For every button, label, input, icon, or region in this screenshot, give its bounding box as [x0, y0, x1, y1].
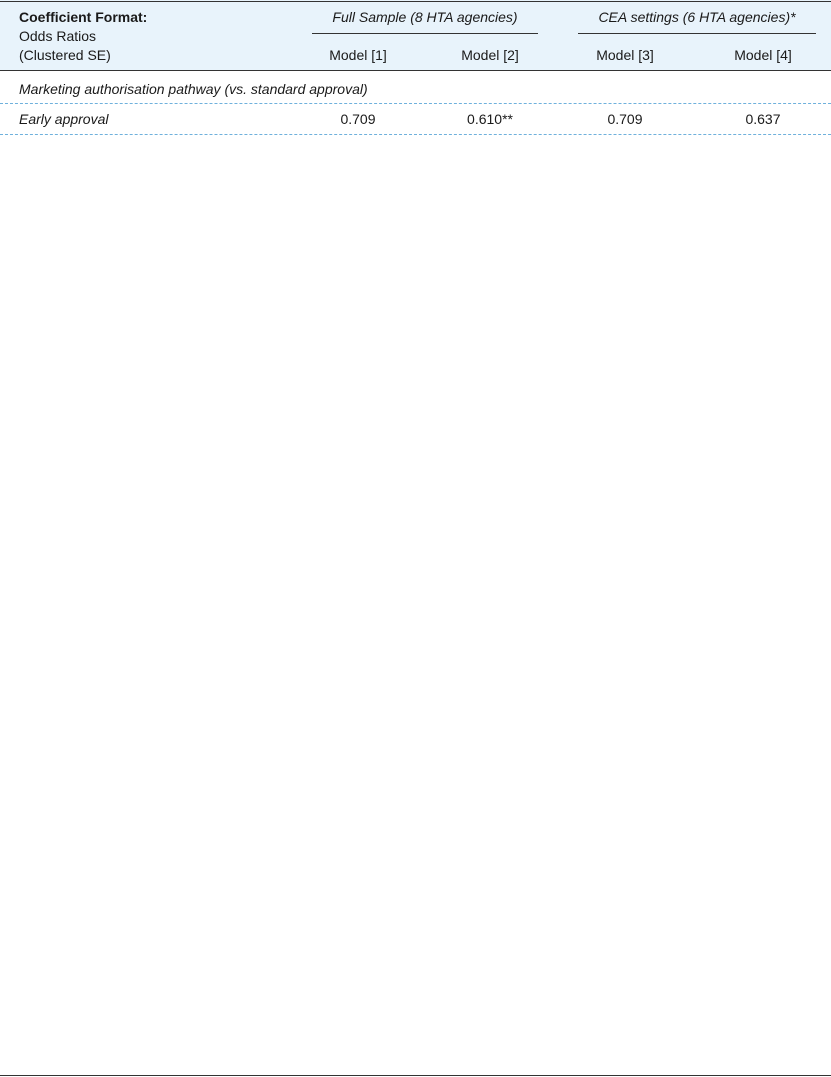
coefficient-value: 0.610** [467, 111, 513, 127]
coefficient-format-title: Coefficient Format: [19, 9, 148, 25]
group-underline-full-sample [312, 33, 538, 34]
row-divider [0, 103, 831, 104]
model-header-2: Model [2] [461, 47, 519, 63]
top-rule [0, 1, 831, 2]
coef-divider [0, 134, 831, 135]
group-header-cea-settings: CEA settings (6 HTA agencies)* [598, 9, 796, 25]
coefficient-value: 0.709 [607, 111, 643, 127]
bottom-rule [0, 1075, 831, 1076]
coefficient-format-type: Odds Ratios [19, 28, 97, 44]
coefficient-value: 0.709 [340, 111, 376, 127]
model-header-1: Model [1] [329, 47, 387, 63]
section-heading-pathway: Marketing authorisation pathway (vs. standard approval) [19, 81, 368, 97]
row-label: Early approval [19, 111, 109, 127]
model-header-3: Model [3] [596, 47, 654, 63]
model-header-4: Model [4] [734, 47, 792, 63]
group-underline-cea-settings [578, 33, 816, 34]
header-rule [0, 70, 831, 71]
coefficient-format-se: (Clustered SE) [19, 47, 111, 63]
group-header-full-sample: Full Sample (8 HTA agencies) [332, 9, 518, 25]
coefficient-value: 0.637 [745, 111, 781, 127]
